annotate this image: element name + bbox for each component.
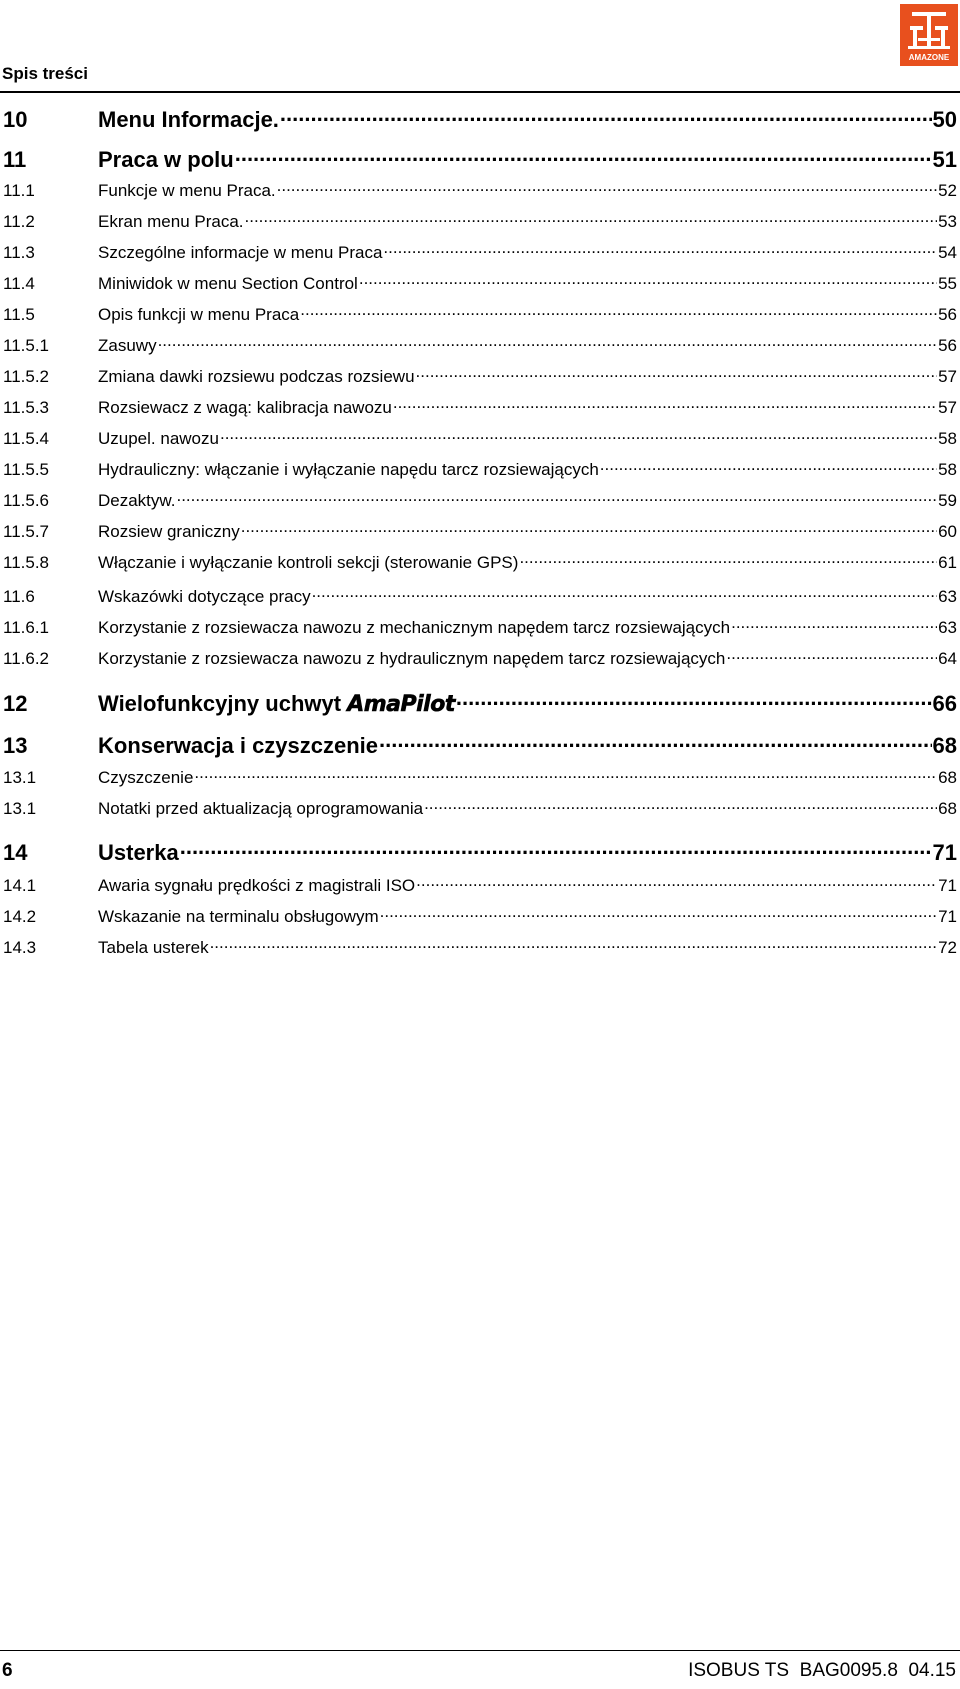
toc-entry[interactable] — [0, 797, 960, 819]
toc-leader — [393, 396, 937, 413]
toc-leader — [600, 458, 937, 475]
toc-entry[interactable] — [0, 396, 960, 418]
toc-title: Praca w polu — [98, 147, 234, 172]
toc-page: 60 — [938, 522, 957, 541]
toc-leader — [383, 241, 937, 258]
toc-entry[interactable] — [0, 303, 960, 325]
toc-number: 11.5.6 — [3, 491, 50, 510]
toc-number: 11.5.8 — [3, 553, 50, 572]
toc-title: Zmiana dawki rozsiewu podczas rozsiewu — [98, 367, 415, 386]
toc-page: 68 — [938, 799, 957, 818]
toc-title: Konserwacja i czyszczenie — [98, 733, 379, 758]
toc-title: Zasuwy — [98, 336, 157, 355]
document-id: ISOBUS TS BAG0095.8 04.15 — [688, 1660, 956, 1681]
toc-title: Korzystanie z rozsiewacza nawozu z hydraulicznym napędem tarcz rozsiewających — [98, 649, 726, 668]
toc-leader — [379, 731, 931, 753]
toc-page: 57 — [938, 367, 957, 386]
toc-title: Hydrauliczny: włączanie i wyłączanie napędu tarcz rozsiewających — [98, 460, 599, 479]
toc-page: 58 — [938, 460, 957, 479]
page-number: 6 — [2, 1660, 13, 1681]
toc-leader — [277, 179, 937, 196]
toc-number: 11.2 — [3, 212, 35, 231]
toc-title: Dezaktyw. — [98, 491, 176, 510]
toc-number: 14.3 — [3, 938, 37, 957]
toc-entry[interactable] — [0, 458, 960, 480]
toc-leader — [245, 210, 938, 227]
toc-entry[interactable] — [0, 241, 960, 263]
toc-leader — [519, 551, 937, 568]
toc-page: 55 — [938, 274, 957, 293]
toc-page: 56 — [938, 336, 957, 355]
toc-title: Ekran menu Praca. — [98, 212, 244, 231]
toc-title: Awaria sygnału prędkości z magistrali ISO — [98, 876, 416, 895]
toc-entry[interactable] — [0, 334, 960, 356]
toc-entry[interactable] — [0, 838, 960, 866]
toc-entry[interactable] — [0, 616, 960, 638]
toc-entry[interactable] — [0, 731, 960, 759]
toc-number: 11.5.5 — [3, 460, 50, 479]
toc-number: 13 — [3, 733, 28, 758]
toc-page: 63 — [938, 618, 957, 637]
toc-number: 14 — [3, 840, 28, 865]
toc-page: 72 — [938, 938, 957, 957]
toc-title: Szczególne informacje w menu Praca — [98, 243, 383, 262]
toc-page: 71 — [938, 876, 957, 895]
toc-entry[interactable] — [0, 905, 960, 927]
logo-text: AMAZONE — [908, 53, 950, 62]
toc-entry[interactable] — [0, 647, 960, 669]
toc-title: Włączanie i wyłączanie kontroli sekcji (sterowanie GPS) — [98, 553, 519, 572]
toc-page: 57 — [938, 398, 957, 417]
toc-leader — [241, 520, 937, 537]
toc-entry[interactable] — [0, 936, 960, 958]
toc-title: Opis funkcji w menu Praca — [98, 305, 300, 324]
toc-leader — [194, 766, 937, 783]
toc-title: Notatki przed aktualizacją oprogramowania — [98, 799, 424, 818]
toc-number: 11 — [3, 147, 27, 172]
toc-title-text: Wielofunkcyjny uchwyt — [98, 691, 342, 716]
toc-leader — [280, 105, 932, 127]
toc-page: 64 — [938, 649, 957, 668]
toc-entry[interactable] — [0, 551, 960, 573]
toc-number: 14.2 — [3, 907, 37, 926]
toc-entry[interactable] — [0, 489, 960, 511]
toc-page: 61 — [938, 553, 957, 572]
toc-number: 14.1 — [3, 876, 37, 895]
toc-leader — [359, 272, 937, 289]
toc-number: 11.4 — [3, 274, 35, 293]
toc-entry[interactable] — [0, 874, 960, 896]
toc-leader — [210, 936, 938, 953]
toc-entry[interactable] — [0, 145, 960, 173]
toc-title: Funkcje w menu Praca. — [98, 181, 276, 200]
toc-title: Czyszczenie — [98, 768, 194, 787]
toc-entry[interactable] — [0, 427, 960, 449]
toc-page: 59 — [938, 491, 957, 510]
toc-title: Tabela usterek — [98, 938, 209, 957]
toc-number: 12 — [3, 691, 28, 716]
toc-leader — [424, 797, 937, 814]
toc-entry[interactable] — [0, 105, 960, 133]
toc-leader — [312, 585, 938, 602]
toc-entry[interactable] — [0, 179, 960, 201]
toc-page: 71 — [932, 840, 957, 865]
toc-page: 63 — [938, 587, 957, 606]
toc-leader — [731, 616, 937, 633]
toc-number: 11.6.1 — [3, 618, 50, 637]
toc-page: 58 — [938, 429, 957, 448]
toc-page: 51 — [932, 147, 957, 172]
toc-number: 11.5.3 — [3, 398, 50, 417]
toc-page: 71 — [938, 907, 957, 926]
toc-number: 10 — [3, 107, 28, 132]
toc-title: Wskazówki dotyczące pracy — [98, 587, 311, 606]
toc-number: 11.5.7 — [3, 522, 50, 541]
toc-page: 56 — [938, 305, 957, 324]
toc-page: 54 — [938, 243, 957, 262]
toc-entry[interactable] — [0, 766, 960, 788]
toc-entry[interactable] — [0, 689, 960, 717]
toc-entry[interactable] — [0, 585, 960, 607]
toc-leader — [416, 874, 937, 891]
toc-entry[interactable] — [0, 365, 960, 387]
toc-entry[interactable] — [0, 210, 960, 232]
toc-title: Rozsiew graniczny — [98, 522, 240, 541]
toc-leader — [726, 647, 937, 664]
toc-title: Usterka — [98, 840, 179, 865]
toc-page: 66 — [932, 691, 957, 716]
toc-leader — [176, 489, 937, 506]
amapilot-logo-text: AmaPilot — [347, 692, 455, 717]
toc-number: 11.1 — [3, 181, 35, 200]
toc-page: 52 — [938, 181, 957, 200]
header-divider — [0, 91, 960, 93]
toc-leader — [180, 838, 932, 860]
toc-title: Uzupel. nawozu — [98, 429, 219, 448]
toc-number: 11.5 — [3, 305, 35, 324]
toc-number: 13.1 — [3, 768, 37, 787]
toc-leader — [220, 427, 937, 444]
toc-number: 11.6 — [3, 587, 35, 606]
toc-page: 50 — [932, 107, 957, 132]
toc-title: Miniwidok w menu Section Control — [98, 274, 358, 293]
toc-page: 53 — [938, 212, 957, 231]
toc-title: Wskazanie na terminalu obsługowym — [98, 907, 379, 926]
toc-leader — [380, 905, 937, 922]
toc-number: 13.1 — [3, 799, 37, 818]
toc-title: Rozsiewacz z wagą: kalibracja nawozu — [98, 398, 392, 417]
toc-number: 11.5.4 — [3, 429, 50, 448]
toc-title — [98, 691, 455, 717]
toc-leader — [456, 689, 932, 711]
toc-title: Menu Informacje. — [98, 107, 279, 132]
toc-leader — [158, 334, 938, 351]
footer-divider — [0, 1650, 960, 1651]
toc-page: 68 — [938, 768, 957, 787]
page-header-title: Spis treści — [2, 64, 88, 83]
toc-number: 11.5.2 — [3, 367, 50, 386]
toc-number: 11.5.1 — [3, 336, 50, 355]
toc-number: 11.6.2 — [3, 649, 50, 668]
toc-entry[interactable] — [0, 520, 960, 542]
amazone-logo — [900, 4, 958, 66]
toc-leader — [300, 303, 937, 320]
toc-leader — [235, 145, 932, 167]
toc-title: Korzystanie z rozsiewacza nawozu z mechanicznym napędem tarcz rozsiewających — [98, 618, 731, 637]
toc-entry[interactable] — [0, 272, 960, 294]
toc-number: 11.3 — [3, 243, 35, 262]
toc-leader — [416, 365, 938, 382]
toc-page: 68 — [932, 733, 957, 758]
